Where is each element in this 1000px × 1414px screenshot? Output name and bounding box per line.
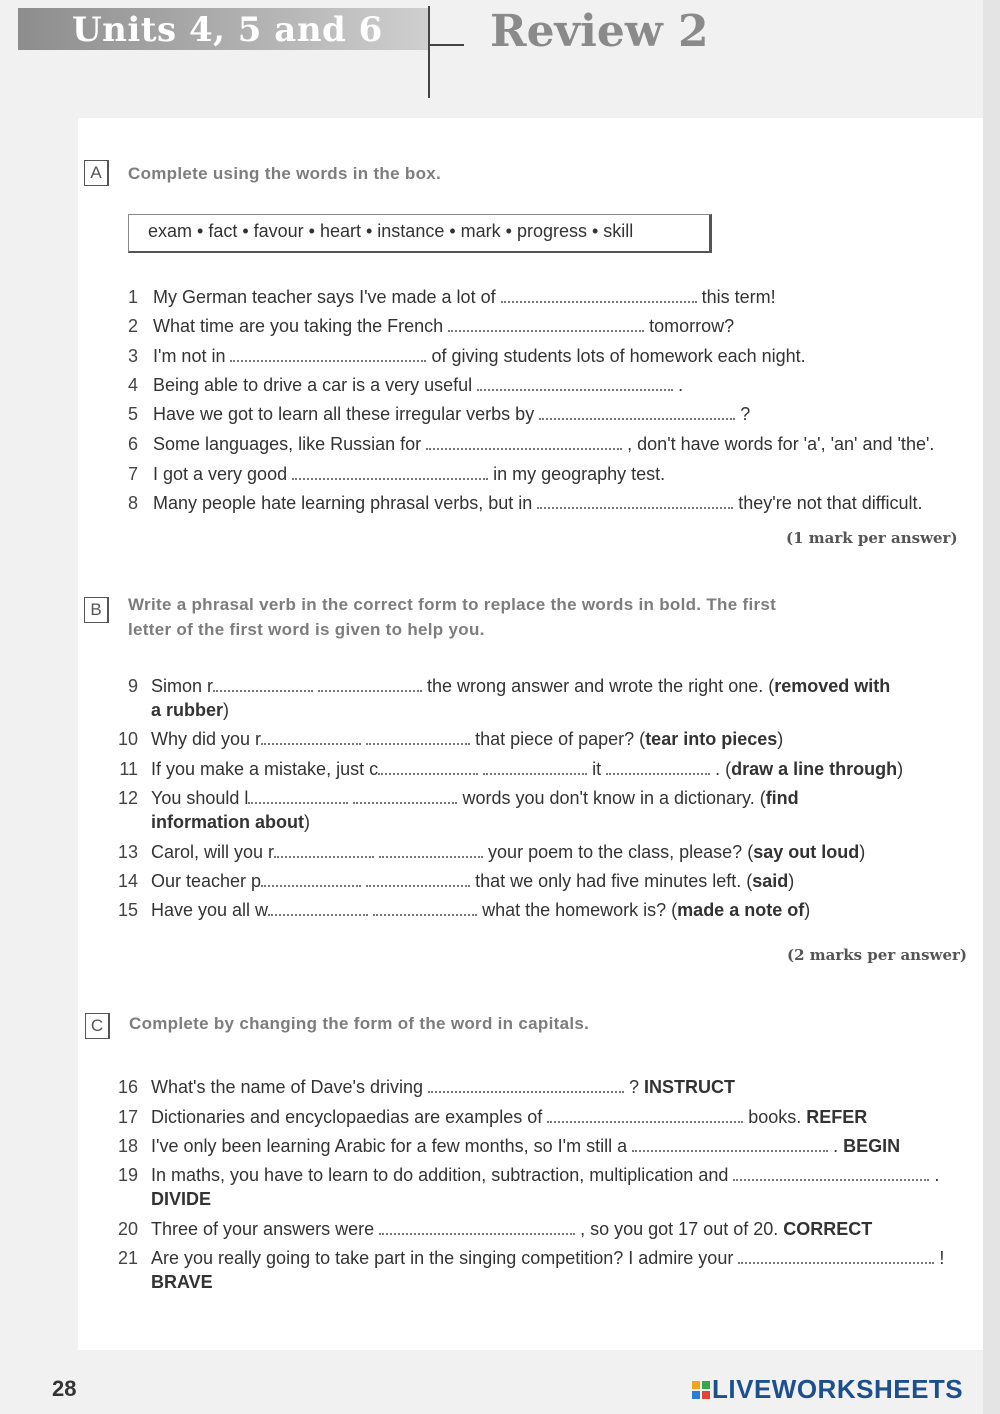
section-b-marks: (2 marks per answer)	[787, 946, 967, 964]
list-item	[151, 1134, 900, 1158]
bold-phrase: draw a line through	[731, 759, 898, 779]
item-text: your poem to the class, please? (	[483, 842, 754, 862]
answer-blank[interactable]	[261, 871, 361, 887]
item-text: Dictionaries and encyclopaedias are examples of	[151, 1107, 548, 1127]
item-text: )	[777, 729, 784, 749]
item-text: If you make a mistake, just c	[151, 759, 379, 779]
answer-blank[interactable]	[292, 464, 488, 480]
bold-phrase: find	[765, 788, 799, 808]
item-text: that piece of paper? (	[470, 729, 646, 749]
item-text: tomorrow?	[644, 316, 735, 336]
header-divider	[428, 6, 430, 98]
list-item	[151, 1075, 735, 1099]
item-number: 14	[117, 871, 138, 891]
item-text: the wrong answer and wrote the right one. (	[422, 676, 775, 696]
answer-blank[interactable]	[539, 404, 735, 420]
item-number: 3	[127, 346, 138, 366]
item-number: 20	[117, 1219, 138, 1239]
item-number: 19	[117, 1165, 138, 1185]
item-text: Why did you r	[151, 729, 262, 749]
capital-word: CORRECT	[778, 1219, 873, 1239]
item-text: I got a very good	[153, 464, 293, 484]
item-text: )	[859, 842, 866, 862]
unit-title: Units 4, 5 and 6	[72, 10, 383, 50]
item-number: 13	[117, 842, 138, 862]
item-text: that we only had five minutes left. (	[470, 871, 753, 891]
bold-phrase: tear into pieces	[645, 729, 778, 749]
list-item	[151, 869, 794, 893]
item-text: Have you all w	[151, 900, 269, 920]
list-item	[153, 432, 934, 456]
page-edge-shadow	[983, 0, 1000, 1414]
list-item	[153, 373, 683, 397]
list-item	[153, 462, 665, 486]
item-text: .	[673, 375, 684, 395]
answer-blank[interactable]	[378, 759, 478, 775]
item-text: Our teacher p	[151, 871, 262, 891]
liveworksheets-logo[interactable]	[692, 1374, 963, 1404]
item-text: In maths, you have to learn to do addition, subtraction, multiplication and	[151, 1165, 734, 1185]
item-number: 11	[119, 759, 138, 779]
item-text: Many people hate learning phrasal verbs, but in	[153, 493, 538, 513]
answer-blank[interactable]	[537, 493, 733, 509]
answer-blank[interactable]	[230, 346, 426, 362]
list-item	[151, 727, 783, 751]
header-rule	[430, 44, 464, 46]
section-a-label: A	[84, 160, 109, 186]
list-item-continued	[151, 810, 310, 834]
item-text: What's the name of Dave's driving	[151, 1077, 428, 1097]
bold-phrase: removed with	[774, 676, 891, 696]
list-item	[153, 402, 750, 426]
list-item	[153, 285, 776, 309]
answer-blank[interactable]	[547, 1107, 743, 1123]
answer-blank[interactable]	[213, 676, 313, 692]
item-text: Are you really going to take part in the singing competition? I admire your	[151, 1248, 739, 1268]
list-item-continued	[151, 1270, 213, 1294]
section-c-instruction: Complete by changing the form of the word in capitals.	[129, 1014, 590, 1033]
list-item	[151, 898, 810, 922]
list-item	[151, 1105, 867, 1129]
section-c-label: C	[85, 1013, 110, 1039]
liveworksheets-logo-text: LIVEWORKSHEETS	[712, 1374, 964, 1404]
item-text: of giving students lots of homework each night.	[426, 346, 806, 366]
section-b-instruction-line2: letter of the first word is given to help you.	[128, 620, 485, 639]
item-number: 6	[127, 434, 138, 454]
item-text: )	[897, 759, 904, 779]
list-item	[151, 757, 903, 781]
page-number: 28	[52, 1376, 77, 1401]
item-text: What time are you taking the French	[153, 316, 449, 336]
answer-blank[interactable]	[379, 842, 483, 858]
item-number: 21	[117, 1248, 138, 1268]
list-item	[151, 786, 799, 810]
item-text: My German teacher says I've made a lot of	[153, 287, 501, 307]
answer-blank[interactable]	[426, 434, 622, 450]
bold-phrase: made a note of	[677, 900, 805, 920]
item-text: )	[804, 900, 811, 920]
bold-phrase: a rubber	[151, 700, 224, 720]
item-text: ?	[735, 404, 751, 424]
capital-word: DIVIDE	[151, 1189, 212, 1209]
item-text: I'm not in	[153, 346, 231, 366]
answer-blank[interactable]	[373, 900, 477, 916]
bold-phrase: information about	[151, 812, 304, 832]
item-number: 5	[127, 404, 138, 424]
answer-blank[interactable]	[353, 788, 457, 804]
item-text: they're not that difficult.	[733, 493, 923, 513]
bold-phrase: said	[752, 871, 789, 891]
item-text: Some languages, like Russian for	[153, 434, 427, 454]
item-text: words you don't know in a dictionary. (	[457, 788, 766, 808]
item-text: Being able to drive a car is a very useful	[153, 375, 478, 395]
list-item	[151, 1163, 939, 1187]
item-number: 18	[117, 1136, 138, 1156]
item-text: Have we got to learn all these irregular verbs by	[153, 404, 540, 424]
list-item	[153, 491, 922, 515]
item-text: , so you got 17 out of 20.	[575, 1219, 779, 1239]
section-b-label: B	[84, 597, 109, 623]
list-item-continued	[151, 1187, 211, 1211]
liveworksheets-icon	[692, 1381, 710, 1399]
item-number: 7	[127, 464, 138, 484]
item-text: in my geography test.	[488, 464, 666, 484]
item-number: 12	[117, 788, 138, 808]
answer-blank[interactable]	[366, 871, 470, 887]
capital-word: INSTRUCT	[639, 1077, 736, 1097]
item-number: 16	[117, 1077, 138, 1097]
answer-blank[interactable]	[606, 759, 710, 775]
item-text: .	[828, 1136, 839, 1156]
capital-word: BEGIN	[838, 1136, 901, 1156]
item-text: )	[788, 871, 795, 891]
answer-blank[interactable]	[632, 1136, 828, 1152]
list-item	[151, 1217, 872, 1241]
item-text: Carol, will you r	[151, 842, 275, 862]
item-text: Simon r	[151, 676, 214, 696]
item-text: , don't have words for 'a', 'an' and 'the'.	[622, 434, 935, 454]
item-number: 8	[127, 493, 138, 513]
item-text: )	[303, 812, 310, 832]
list-item	[151, 840, 865, 864]
answer-blank[interactable]	[483, 759, 587, 775]
item-text: You should l	[151, 788, 249, 808]
item-number: 10	[117, 729, 138, 749]
review-title: Review 2	[490, 6, 709, 57]
answer-blank[interactable]	[274, 842, 374, 858]
item-number: 17	[117, 1107, 138, 1127]
list-item	[151, 1246, 944, 1270]
answer-blank[interactable]	[501, 287, 697, 303]
word-box-text: exam • fact • favour • heart • instance • mark • progress • skill	[148, 221, 634, 241]
item-text: what the homework is? (	[477, 900, 678, 920]
item-text: this term!	[696, 287, 776, 307]
answer-blank[interactable]	[733, 1165, 929, 1181]
item-text: Three of your answers were	[151, 1219, 380, 1239]
item-text: )	[223, 700, 230, 720]
list-item-continued	[151, 698, 229, 722]
item-text: . (	[710, 759, 732, 779]
answer-blank[interactable]	[318, 676, 422, 692]
answer-blank[interactable]	[477, 375, 673, 391]
item-text: it	[587, 759, 607, 779]
answer-blank[interactable]	[448, 316, 644, 332]
section-b-instruction-line1: Write a phrasal verb in the correct form to replace the words in bold. The first	[128, 595, 777, 614]
item-text: ?	[624, 1077, 640, 1097]
capital-word: BRAVE	[151, 1272, 213, 1292]
list-item	[153, 314, 734, 338]
section-a-marks: (1 mark per answer)	[786, 529, 958, 547]
item-text: I've only been learning Arabic for a few months, so I'm still a	[151, 1136, 633, 1156]
capital-word: REFER	[801, 1107, 868, 1127]
bold-phrase: say out loud	[753, 842, 860, 862]
item-number: 9	[127, 676, 138, 696]
answer-blank[interactable]	[248, 788, 348, 804]
answer-blank[interactable]	[738, 1248, 934, 1264]
item-text: .	[929, 1165, 940, 1185]
item-number: 15	[117, 900, 138, 920]
list-item	[151, 674, 890, 698]
item-number: 1	[127, 287, 138, 307]
item-number: 2	[127, 316, 138, 336]
answer-blank[interactable]	[428, 1077, 624, 1093]
answer-blank[interactable]	[268, 900, 368, 916]
item-text: !	[934, 1248, 945, 1268]
answer-blank[interactable]	[261, 729, 361, 745]
item-text: books.	[743, 1107, 802, 1127]
section-a-instruction: Complete using the words in the box.	[128, 164, 442, 183]
list-item	[153, 344, 806, 368]
item-number: 4	[127, 375, 138, 395]
answer-blank[interactable]	[366, 729, 470, 745]
answer-blank[interactable]	[379, 1219, 575, 1235]
